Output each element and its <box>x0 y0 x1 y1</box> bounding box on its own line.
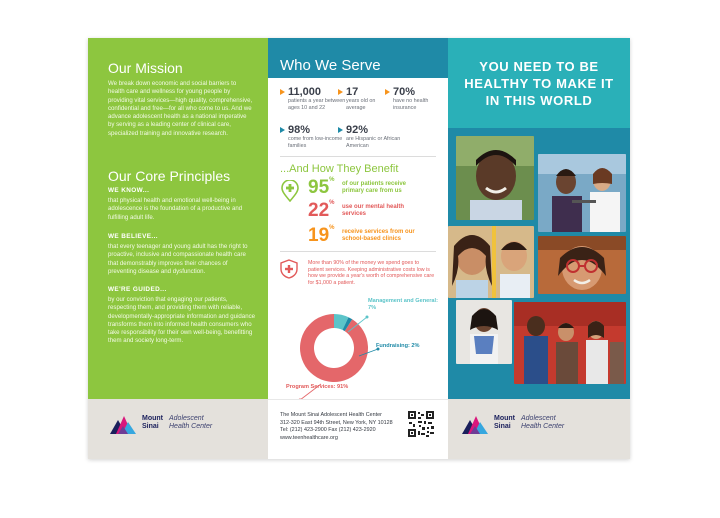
logo-health-center: Health Center <box>521 423 565 430</box>
principle-text-guided: by our conviction that engaging our patients, respecting them, and providing them with reliable, developmentally-appropriate information and guidance transforms them into informed health consumers who take responsibility for their own well-being, benefitting them and society long-term. <box>108 296 256 345</box>
stat-income-num: 98% <box>288 124 311 136</box>
principle-heading-believe: WE BELIEVE... <box>108 233 158 240</box>
mission-body: We break down economic and social barriers to health care and wellness for young people by providing vital services—high quality, comprehensive, confidential and free—for all who come to us. And we advance adolescent health as a national imperative by serving as a leading center of clinical care, specialized training and innovative research. <box>108 80 253 137</box>
label-management: Management and General: 7% <box>368 298 438 311</box>
photo-teen-girl <box>456 300 512 364</box>
photo-doctor-exam <box>538 154 626 232</box>
stat-patients-num: 11,000 <box>288 86 322 98</box>
logo-adolescent: Adolescent <box>521 415 556 422</box>
contact-web[interactable]: www.teenhealthcare.org <box>280 434 338 441</box>
photo-girl-and-boy <box>448 226 534 298</box>
contact-address <box>280 412 393 442</box>
mount-sinai-logo <box>108 408 212 438</box>
headline-line-3: IN THIS WORLD <box>485 93 593 108</box>
contact-phone: Tel: (212) 423-2900 Fax (212) 423-2920 <box>280 427 376 434</box>
mission-title: Our Mission <box>108 60 183 76</box>
stat-patients-desc: patients a year between ages 10 and 22 <box>288 98 346 111</box>
logo-sinai: Sinai <box>494 423 511 430</box>
who-we-serve-panel <box>268 38 448 459</box>
headline-line-1: YOU NEED TO BE <box>479 59 599 74</box>
stat-insurance-num: 70% <box>393 86 416 98</box>
logo-adolescent: Adolescent <box>169 415 204 422</box>
headline-line-2: HEALTHY TO MAKE IT <box>464 76 614 91</box>
photo-group-teens <box>514 302 626 384</box>
contact-street: 312-320 East 94th Street, New York, NY 10128 <box>280 419 393 426</box>
benefit-title: ...And How They Benefit <box>280 163 399 175</box>
principle-heading-guided: WE'RE GUIDED... <box>108 286 167 293</box>
stat-insurance-desc: have no health insurance <box>393 98 429 111</box>
stat-income-desc: come from low-income families <box>288 136 343 149</box>
shield-cross-icon <box>280 259 298 279</box>
principle-heading-know: WE KNOW... <box>108 187 150 194</box>
who-title: Who We Serve <box>280 57 381 74</box>
logo-sinai: Sinai <box>142 423 159 430</box>
benefit-pct-mental: 22% <box>308 200 335 221</box>
cover-headline <box>448 58 630 109</box>
benefit-pct-primary: 95% <box>308 177 335 198</box>
logo-mount: Mount <box>142 415 163 422</box>
principle-text-know: that physical health and emotional well-being in adolescence is the foundation of a productive and fulfilling adult life. <box>108 197 243 221</box>
mount-sinai-logo <box>460 408 564 438</box>
benefit-text-school: receive services from our school-based clinics <box>342 229 415 242</box>
label-program: Program Services: 91% <box>286 384 349 390</box>
money-text: More than 90% of the money we spend goes to patient services. Keeping administrative costs low is how we provide a year's worth of comprehensive care for $1,000 a patient. <box>308 260 435 286</box>
stat-ethnicity-desc: are Hispanic or African American <box>346 136 401 149</box>
health-cross-icon <box>280 180 300 202</box>
mission-panel <box>88 38 268 459</box>
divider <box>280 156 436 157</box>
principle-text-believe: that every teenager and young adult has the right to proactive, inclusive and compassionate health care that demonstrably improves their chances of preventing disease and dysfunction. <box>108 243 248 275</box>
principles-title: Our Core Principles <box>108 168 231 184</box>
contact-name: The Mount Sinai Adolescent Health Center <box>280 412 382 418</box>
mount-sinai-logo-icon <box>108 408 138 438</box>
benefit-pct-school: 19% <box>308 225 335 246</box>
qr-code-icon[interactable] <box>407 410 435 438</box>
stat-ethnicity-num: 92% <box>346 124 369 136</box>
label-fundraising: Fundraising: 2% <box>376 343 420 349</box>
divider <box>280 251 436 252</box>
photo-teen-boy <box>456 136 534 220</box>
brochure <box>88 38 630 459</box>
stat-age-desc: years old on average <box>346 98 376 111</box>
cover-panel <box>448 38 630 459</box>
stat-age-num: 17 <box>346 86 359 98</box>
logo-mount: Mount <box>494 415 515 422</box>
logo-health-center: Health Center <box>169 423 213 430</box>
mount-sinai-logo-icon <box>460 408 490 438</box>
photo-girl-glasses <box>538 236 626 294</box>
benefit-text-mental: use our mental health services <box>342 204 405 217</box>
benefit-text-primary: of our patients receive primary care from us <box>342 181 407 194</box>
